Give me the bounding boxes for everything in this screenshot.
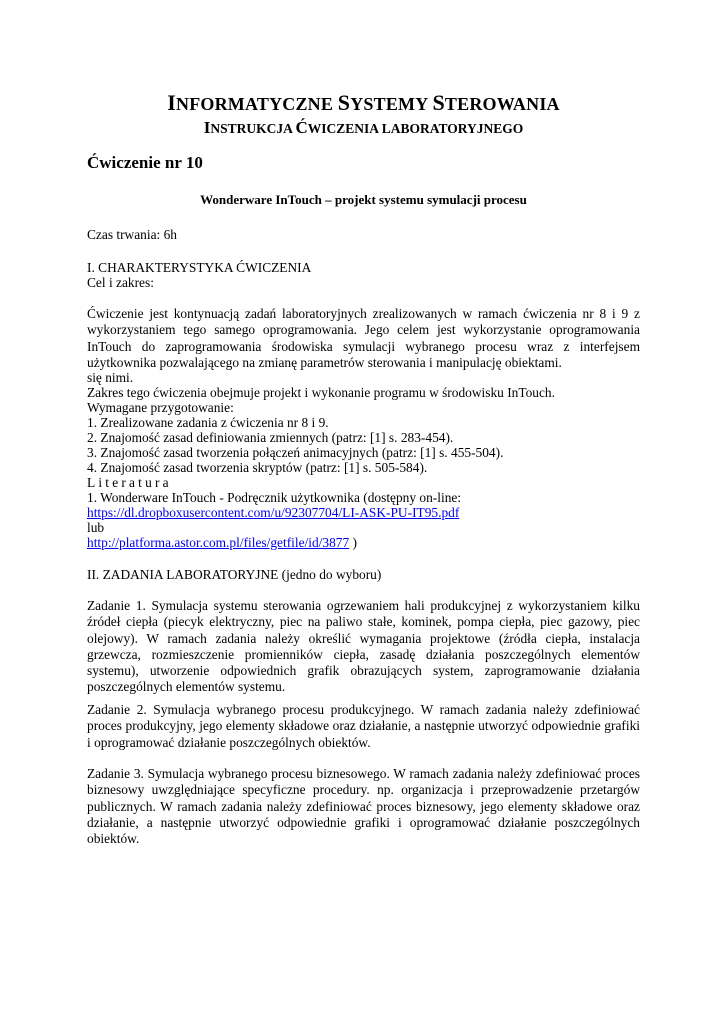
section1-heading: I. CHARAKTERYSTYKA ĆWICZENIA [87, 260, 312, 275]
exercise-heading: Ćwiczenie nr 10 [87, 153, 203, 172]
document-subtitle: INSTRUKCJA ĆWICZENIA LABORATORYJNEGO [203, 118, 524, 137]
task-1: Zadanie 1. Symulacja systemu sterowania ogrzewaniem hali produkcyjnej z wykorzystaniem kilku źródeł ciepła (piecyk elektryczny, piec na paliwo stałe, kominek, pompa ciepła, piec gazowy, piec olejowy). W ramach zadania należy określić wymagania projektowe (źródła ciepła, instalacja grzewcza, rozmieszczenie promienników ciepła, zasadę działania poszczególnych elementów systemu), utworzenie odpowiednich grafik obrazujących system, zaprogramowanie działania poszczególnych elementów systemu. [87, 598, 640, 695]
scope-text: Zakres tego ćwiczenia obejmuje projekt i wykonanie programu w środowisku InTouch. [87, 385, 555, 400]
exercise-topic: Wonderware InTouch – projekt systemu symulacji procesu [200, 192, 527, 207]
literature-item: 1. Wonderware InTouch - Podręcznik użytkownika (dostępny on-line: [87, 490, 462, 505]
task-3: Zadanie 3. Symulacja wybranego procesu biznesowego. W ramach zadania należy zdefiniować proces biznesowy uwzględniające specyficzne procedury. np. organizacja i przeprowadzenie przetargów publicznych. W ramach zadania należy zdefiniować proces biznesowy, jego elementy składowe oraz działanie, a następnie utworzyć odpowiednie grafiki i oprogramować działanie poszczególnych obiektów. [87, 766, 640, 847]
intro-paragraph: Ćwiczenie jest kontynuacją zadań laboratoryjnych zrealizowanych w ramach ćwiczenia nr 8 i 9 z wykorzystaniem tego samego oprogramowania. Jego celem jest wykorzystanie oprogramowania InTouch do zaprogramowania środowiska symulacji wybranego procesu wraz z interfejsem użytkownika pozwalającego na zmianę parametrów sterowania i manipulację obiektami. [87, 306, 640, 370]
section2-heading: II. ZADANIA LABORATORYJNE (jedno do wyboru) [87, 567, 382, 582]
stray-line: się nimi. [87, 370, 134, 385]
literature-link-1-line [87, 505, 459, 521]
literature-link-2[interactable]: http://platforma.astor.com.pl/files/getfile/id/3877 [87, 535, 350, 550]
requirement-item: 3. Znajomość zasad tworzenia połączeń animacyjnych (patrz: [1] s. 455-504). [87, 445, 504, 460]
requirements-label: Wymagane przygotowanie: [87, 400, 234, 415]
literature-link-1[interactable]: https://dl.dropboxusercontent.com/u/92307704/LI-ASK-PU-IT95.pdf [87, 505, 460, 520]
requirement-item: 1. Zrealizowane zadania z ćwiczenia nr 8 i 9. [87, 415, 329, 430]
goal-label: Cel i zakres: [87, 275, 154, 290]
requirement-item: 2. Znajomość zasad definiowania zmiennych (patrz: [1] s. 283-454). [87, 430, 454, 445]
lub-text: lub [87, 520, 105, 535]
literature-link-2-line: http://platforma.astor.com.pl/files/getfile/id/3877 ) [87, 535, 357, 550]
task-2: Zadanie 2. Symulacja wybranego procesu produkcyjnego. W ramach zadania należy zdefiniować proces produkcyjny, jego elementy składowe oraz działanie, a następnie utworzyć odpowiednie grafiki i oprogramować działanie poszczególnych obiektów. [87, 702, 640, 750]
duration: Czas trwania: 6h [87, 227, 177, 242]
document-title: INFORMATYCZNE SYSTEMY STEROWANIA [167, 90, 560, 115]
literature-label: Literatura [87, 475, 172, 490]
requirement-item: 4. Znajomość zasad tworzenia skryptów (patrz: [1] s. 505-584). [87, 460, 428, 475]
